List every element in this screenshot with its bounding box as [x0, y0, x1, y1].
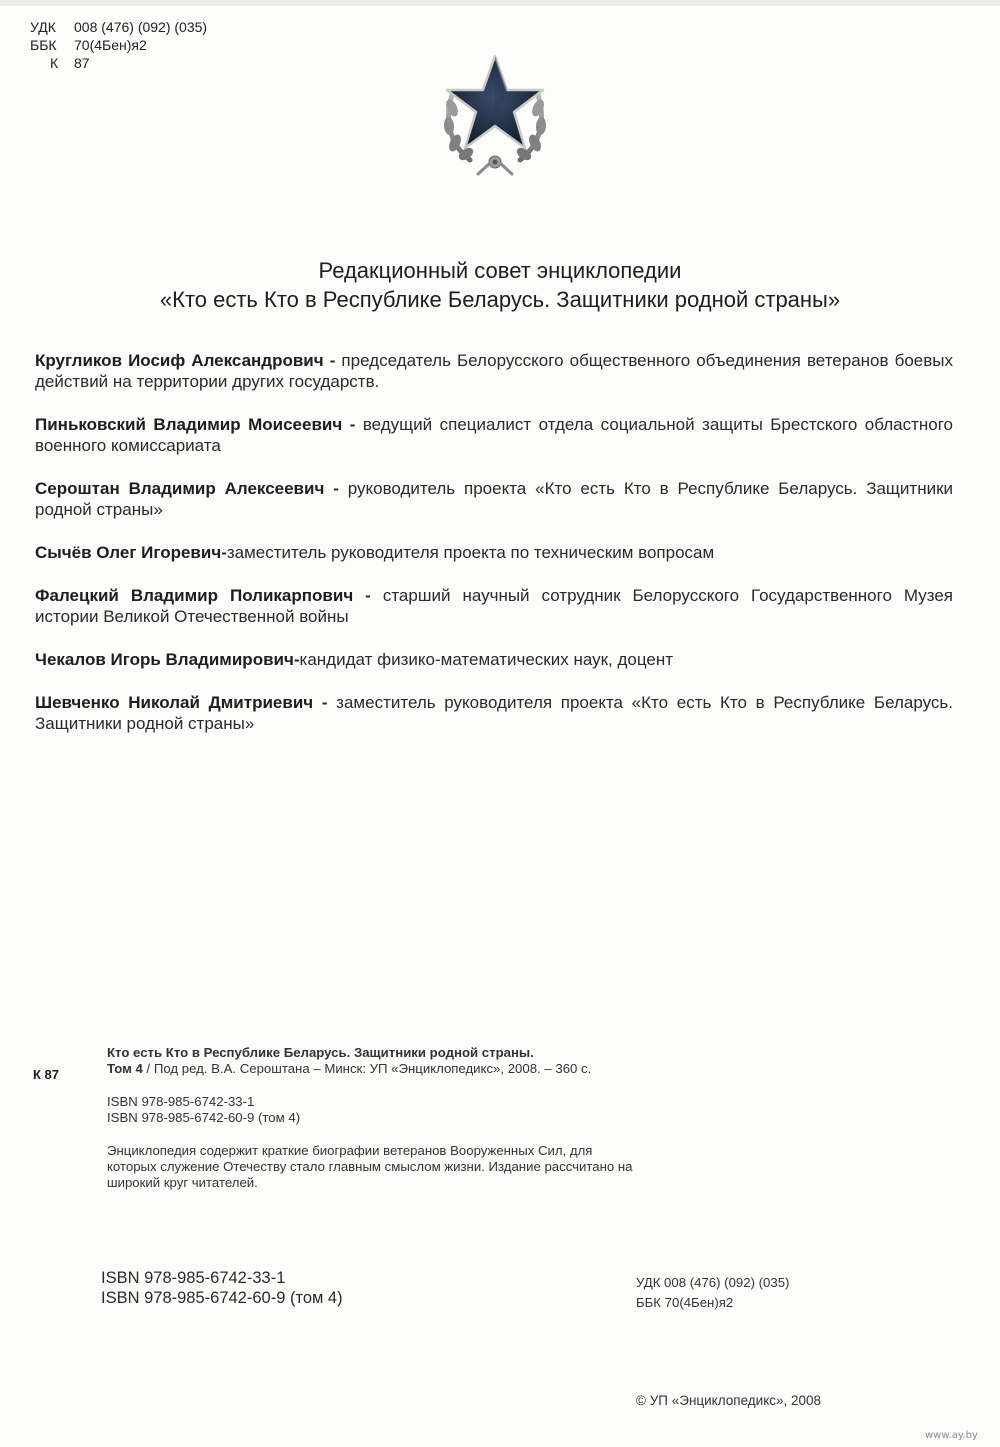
- member-separator: -: [323, 351, 342, 370]
- member-role: заместитель руководителя проекта по техническим вопросам: [226, 543, 715, 562]
- watermark: www.ay.by: [925, 1430, 978, 1441]
- member-role: старший научный сотрудник Белорусского Государственного Музея истории Великой Отечественной войны: [35, 586, 954, 626]
- bbk-label: ББК: [30, 37, 57, 53]
- catalog-title: Кто есть Кто в Республике Беларусь. Защитники родной страны.: [107, 1045, 534, 1060]
- board-member: [35, 350, 953, 392]
- member-name: Пиньковский Владимир Моисеевич: [35, 415, 343, 434]
- bbk-value: 70(4Бен)я2: [74, 37, 147, 53]
- isbn-block: [101, 1268, 343, 1308]
- udk-row: [30, 18, 207, 36]
- title-line-2: «Кто есть Кто в Республике Беларусь. Защитники родной страны»: [159, 287, 841, 312]
- author-mark-value: 87: [74, 55, 90, 71]
- footer-classification-codes: [636, 1273, 789, 1313]
- isbn-2: ISBN 978-985-6742-60-9 (том 4): [101, 1289, 343, 1307]
- board-member: [35, 585, 953, 627]
- catalog-body: [107, 1045, 633, 1191]
- member-name: Сычёв Олег Игоревич: [35, 543, 222, 562]
- board-member: [35, 478, 953, 520]
- isbn-1: ISBN 978-985-6742-33-1: [101, 1269, 286, 1287]
- catalog-card: [33, 1045, 633, 1208]
- board-member: [35, 414, 953, 456]
- member-role: кандидат физико-математических наук, доцент: [299, 650, 674, 669]
- catalog-isbn-2: ISBN 978-985-6742-60-9 (том 4): [107, 1110, 301, 1125]
- member-role: ведущий специалист отдела социальной защиты Брестского областного военного комиссариата: [35, 415, 953, 455]
- editorial-board-list: [35, 350, 953, 756]
- catalog-imprint: / Под ред. В.А. Сероштана – Минск: УП «Энциклопедикс», 2008. – 360 с.: [142, 1061, 592, 1076]
- member-role: руководитель проекта «Кто есть Кто в Республике Беларусь. Защитники родной страны»: [35, 479, 954, 519]
- member-separator: -: [221, 543, 227, 562]
- catalog-author-mark: К 87: [33, 1067, 60, 1082]
- star-wreath-emblem-icon: [440, 50, 550, 178]
- member-separator: -: [293, 650, 300, 669]
- board-member: [35, 649, 953, 670]
- title-line-1: Редакционный совет энциклопедии: [318, 258, 682, 283]
- catalog-annotation-2: Издание рассчитано на широкий круг читателей.: [107, 1159, 633, 1190]
- catalog-volume: Том 4: [107, 1061, 143, 1076]
- classification-codes: [30, 18, 207, 72]
- udk-value: 008 (476) (092) (035): [74, 19, 208, 35]
- member-name: Фалецкий Владимир Поликарпович: [35, 586, 354, 605]
- board-member: [35, 542, 953, 563]
- member-name: Сероштан Владимир Алексеевич: [35, 479, 325, 498]
- catalog-description: [107, 1045, 633, 1077]
- board-member: [35, 692, 953, 734]
- member-separator: -: [313, 693, 337, 712]
- bbk-row: [30, 36, 207, 54]
- member-name: Чекалов Игорь Владимирович: [35, 650, 294, 669]
- member-name: Кругликов Иосиф Александрович: [35, 351, 324, 370]
- catalog-annotation-1: Энциклопедия содержит краткие биографии ветеранов Вооруженных Сил, для которых служение Отечеству стало главным смыслом жизни.: [107, 1143, 593, 1174]
- member-separator: -: [324, 479, 348, 498]
- footer-bbk: ББК 70(4Бен)я2: [636, 1295, 734, 1310]
- member-role: председатель Белорусского общественного объединения ветеранов боевых действий на территории других государств.: [35, 351, 953, 391]
- page-title: [0, 256, 1000, 314]
- wreath-ribbon: [478, 156, 512, 174]
- copyright-notice: © УП «Энциклопедикс», 2008: [636, 1393, 822, 1408]
- member-separator: -: [353, 586, 383, 605]
- member-name: Шевченко Николай Дмитриевич: [35, 693, 314, 712]
- footer-udk: УДК 008 (476) (092) (035): [636, 1275, 790, 1290]
- member-separator: -: [342, 415, 363, 434]
- udk-label: УДК: [30, 19, 56, 35]
- member-role: заместитель руководителя проекта «Кто есть Кто в Республике Беларусь. Защитники родной страны»: [35, 693, 954, 733]
- catalog-annotation: [107, 1143, 633, 1191]
- author-mark-row: [30, 54, 207, 72]
- catalog-isbn-block: [107, 1094, 633, 1126]
- scan-edge: [0, 0, 1000, 6]
- catalog-isbn-1: ISBN 978-985-6742-33-1: [107, 1094, 255, 1109]
- author-mark-label: К: [50, 55, 59, 71]
